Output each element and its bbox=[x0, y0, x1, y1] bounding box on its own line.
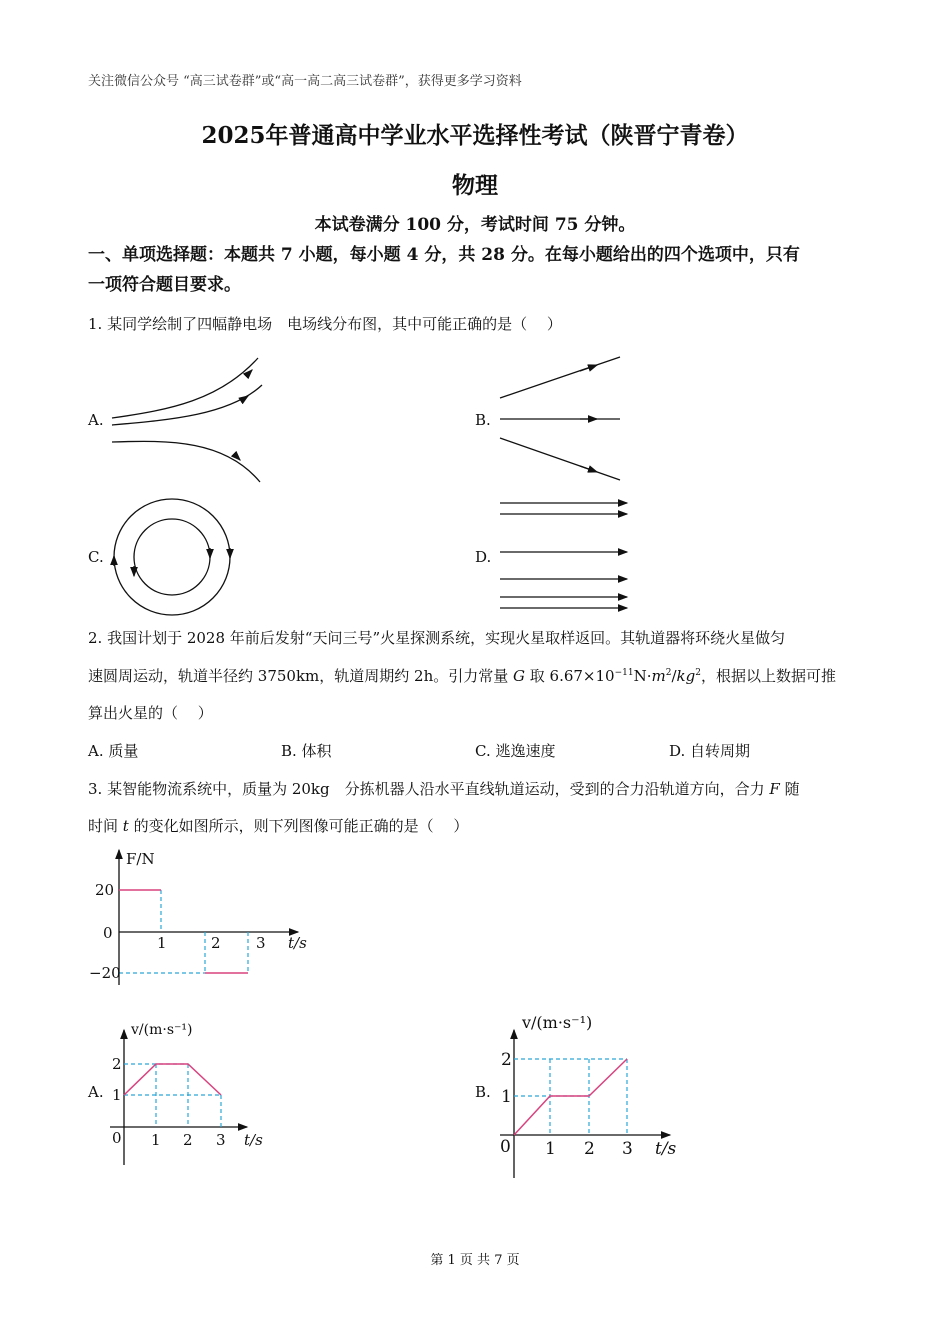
q1-option-c: C. bbox=[88, 548, 104, 566]
q2-option-d: D. 自转周期 bbox=[669, 742, 751, 760]
page-footer: 第 1 页 共 7 页 bbox=[430, 1253, 520, 1268]
x-tick: 2 bbox=[211, 934, 221, 952]
q1-option-d: D. bbox=[475, 548, 492, 566]
q1-option-b: B. bbox=[475, 411, 491, 429]
header-note: 关注微信公众号 “高三试卷群”或“高一高二高三试卷群”，获得更多学习资料 bbox=[88, 74, 522, 89]
symbol-t: t bbox=[122, 817, 129, 835]
x-tick: 3 bbox=[216, 1131, 226, 1149]
q2-line1: 2. 我国计划于 2028 年前后发射“天问三号”火星探测系统，实现火星取样返回。其轨道器将环绕火星做匀 bbox=[88, 629, 786, 647]
x-axis-label: t/s bbox=[288, 934, 307, 952]
option-a-label: A. bbox=[88, 1083, 104, 1101]
x-tick: 2 bbox=[584, 1139, 595, 1159]
text: / bbox=[671, 667, 677, 685]
exponent: −11 bbox=[614, 668, 634, 678]
unit-kg: kg bbox=[676, 667, 696, 685]
x-tick: 2 bbox=[183, 1131, 193, 1149]
y-axis-label: F/N bbox=[126, 850, 155, 868]
velocity-curve bbox=[124, 1064, 221, 1095]
y-tick: −20 bbox=[89, 964, 121, 982]
section-heading-cont: 一项符合题目要求。 bbox=[88, 275, 241, 295]
y-tick: 2 bbox=[112, 1055, 122, 1073]
exam-title: 2025年普通高中学业水平选择性考试（陕晋宁青卷） bbox=[201, 122, 749, 149]
x-tick: 1 bbox=[545, 1139, 556, 1159]
q3-line1 bbox=[88, 778, 800, 799]
velocity-curve bbox=[514, 1059, 627, 1135]
q2-line3: 算出火星的（ ） bbox=[88, 704, 213, 722]
text: 取 6.67×10 bbox=[524, 667, 615, 685]
q1-option-a: A. bbox=[88, 411, 104, 429]
field-line bbox=[112, 385, 262, 425]
q2-line2 bbox=[88, 665, 836, 686]
x-tick: 3 bbox=[622, 1139, 633, 1159]
force-time-graph bbox=[119, 850, 298, 985]
text: N· bbox=[633, 667, 652, 685]
x-tick: 1 bbox=[157, 934, 167, 952]
field-line bbox=[112, 358, 258, 418]
text: 的变化如图所示，则下列图像可能正确的是（ ） bbox=[128, 817, 469, 835]
x-tick: 1 bbox=[151, 1131, 161, 1149]
y-tick: 0 bbox=[103, 924, 113, 942]
text: ，根据以上数据可推 bbox=[700, 667, 836, 685]
y-axis-label: v/(m·s⁻¹) bbox=[522, 1013, 593, 1032]
y-tick: 1 bbox=[112, 1086, 122, 1104]
exponent: 2 bbox=[695, 668, 701, 678]
x-axis-label: t/s bbox=[655, 1139, 677, 1159]
text: 3. 某智能物流系统中，质量为 20kg 分拣机器人沿水平直线轨道运动，受到的合力沿轨道方向，合力 bbox=[88, 780, 770, 798]
x-tick: 0 bbox=[500, 1137, 511, 1157]
symbol-g: G bbox=[513, 667, 525, 685]
exam-info: 本试卷满分 100 分，考试时间 75 分钟。 bbox=[314, 215, 636, 235]
subject-title: 物理 bbox=[452, 172, 498, 199]
y-tick: 1 bbox=[501, 1087, 512, 1107]
field-diagram-c bbox=[114, 499, 230, 615]
x-tick: 0 bbox=[112, 1129, 122, 1147]
q1-stem: 1. 某同学绘制了四幅静电场 电场线分布图，其中可能正确的是（ ） bbox=[88, 315, 562, 333]
text: 速圆周运动，轨道半径约 3750km，轨道周期约 2h。引力常量 bbox=[88, 667, 513, 685]
y-tick: 2 bbox=[501, 1050, 512, 1070]
q3-line2 bbox=[88, 815, 468, 836]
unit-m: m bbox=[651, 667, 666, 685]
text: 时间 bbox=[88, 817, 123, 835]
text: 随 bbox=[779, 780, 800, 798]
field-diagram-d bbox=[500, 503, 627, 608]
q2-option-b: B. 体积 bbox=[281, 742, 332, 760]
field-diagram-a bbox=[112, 358, 262, 482]
q2-option-a: A. 质量 bbox=[88, 742, 139, 760]
y-tick: 20 bbox=[95, 881, 115, 899]
field-diagram-b bbox=[500, 357, 620, 480]
velocity-graph-a bbox=[110, 1030, 247, 1165]
y-axis-label: v/(m·s⁻¹) bbox=[131, 1022, 193, 1038]
symbol-f: F bbox=[769, 780, 780, 798]
q2-option-c: C. 逃逸速度 bbox=[475, 742, 556, 760]
exponent: 2 bbox=[665, 668, 672, 678]
option-b-label: B. bbox=[475, 1083, 491, 1101]
x-tick: 3 bbox=[256, 934, 266, 952]
field-line bbox=[112, 441, 260, 482]
x-axis-label: t/s bbox=[244, 1131, 263, 1149]
section-heading: 一、单项选择题：本题共 7 小题，每小题 4 分，共 28 分。在每小题给出的四个选项中，只有 bbox=[88, 245, 800, 265]
